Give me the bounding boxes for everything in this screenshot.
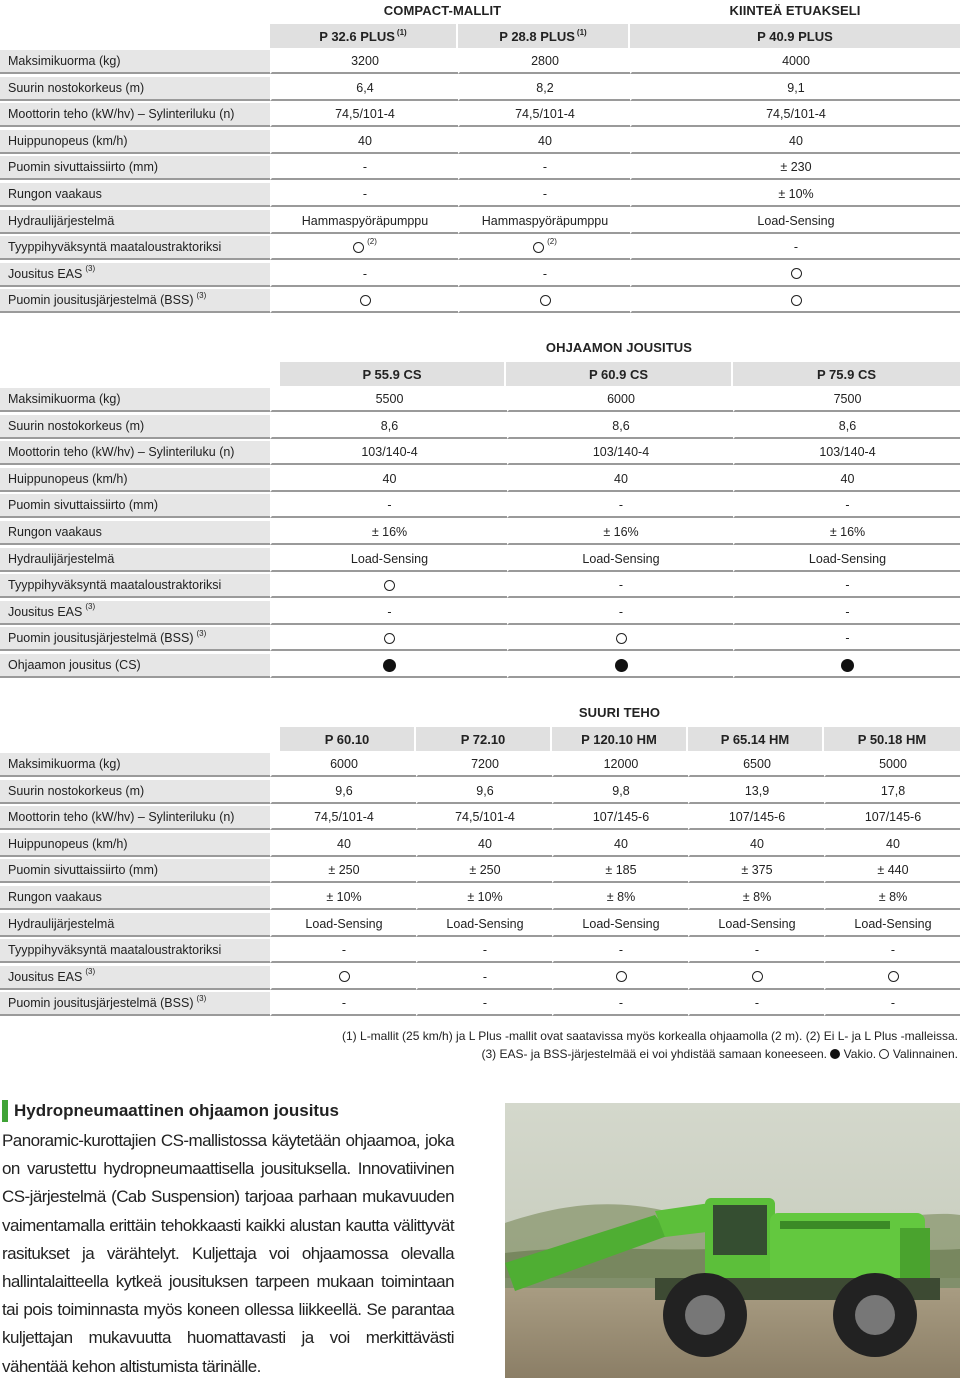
spec-value: 8,6	[733, 415, 960, 439]
spec-value: 103/140-4	[270, 441, 507, 465]
spec-label: Jousitus EAS $^{(3)}$	[0, 601, 270, 625]
spec-value: ± 16%	[270, 521, 507, 545]
spec-value: 40	[630, 130, 960, 154]
spec-value: -	[270, 183, 458, 207]
spec-label: Suurin nostokorkeus (m)	[0, 415, 270, 439]
spec-value: ± 230	[630, 156, 960, 180]
spec-row	[0, 654, 960, 678]
spec-value: ± 10%	[416, 886, 552, 910]
spec-value: -	[507, 574, 733, 598]
optional-circle-icon	[533, 242, 544, 253]
spec-label: Puomin sivuttaissiirto (mm)	[0, 156, 270, 180]
spec-row	[0, 966, 960, 990]
spec-value: -	[270, 494, 507, 518]
spec-row	[0, 601, 960, 625]
model-header: P 72.10	[416, 727, 552, 751]
spec-row	[0, 548, 960, 572]
spec-label: Rungon vaakaus	[0, 521, 270, 545]
spec-row	[0, 939, 960, 963]
title-accent-bar	[2, 1100, 8, 1122]
spec-label: Maksimikuorma (kg)	[0, 753, 270, 777]
spec-row	[0, 388, 960, 412]
spec-value: 40	[458, 130, 630, 154]
model-header: P 55.9 CS	[280, 362, 506, 386]
model-header-row	[270, 24, 960, 48]
spec-value: -	[552, 939, 688, 963]
spec-value: -	[688, 992, 824, 1016]
telehandler-illustration	[505, 1103, 960, 1378]
spec-value: ± 250	[270, 859, 416, 883]
spec-label: Puomin jousitusjärjestelmä (BSS) $^{(3)}$	[0, 627, 270, 651]
spec-value: ± 250	[416, 859, 552, 883]
spec-value: Load-Sensing	[688, 913, 824, 937]
model-header: P 28.8 PLUS $^{(1)}$	[458, 24, 630, 48]
spec-value: -	[733, 601, 960, 625]
spec-label: Hydraulijärjestelmä	[0, 210, 270, 234]
spec-value	[733, 654, 960, 678]
spec-label: Tyyppihyväksyntä maataloustraktoriksi	[0, 574, 270, 598]
standard-dot-icon	[615, 659, 628, 672]
spec-value: Load-Sensing	[552, 913, 688, 937]
spec-label: Tyyppihyväksyntä maataloustraktoriksi	[0, 939, 270, 963]
spec-value: 40	[270, 130, 458, 154]
spec-label: Huippunopeus (km/h)	[0, 130, 270, 154]
optional-circle-icon	[791, 295, 802, 306]
spec-value: 103/140-4	[507, 441, 733, 465]
group-heading-compact: COMPACT-MALLIT	[383, 3, 502, 18]
spec-row	[0, 210, 960, 234]
spec-value: -	[416, 966, 552, 990]
spec-value: Load-Sensing	[507, 548, 733, 572]
spec-row	[0, 913, 960, 937]
spec-label: Maksimikuorma (kg)	[0, 388, 270, 412]
optional-circle-icon	[879, 1049, 889, 1059]
spec-value: -	[507, 494, 733, 518]
spec-label: Hydraulijärjestelmä	[0, 913, 270, 937]
spec-row	[0, 753, 960, 777]
spec-value: 9,6	[416, 780, 552, 804]
spec-value: 74,5/101-4	[270, 103, 458, 127]
spec-label: Huippunopeus (km/h)	[0, 468, 270, 492]
spec-row	[0, 992, 960, 1016]
spec-label: Puomin sivuttaissiirto (mm)	[0, 494, 270, 518]
spec-value: Hammaspyöräpumppu	[458, 210, 630, 234]
model-header: P 50.18 HM	[824, 727, 960, 751]
spec-value: 7500	[733, 388, 960, 412]
spec-value: -	[824, 939, 960, 963]
spec-value: 6,4	[270, 77, 458, 101]
spec-label: Moottorin teho (kW/hv) – Sylinteriluku (n)	[0, 103, 270, 127]
spec-row	[0, 441, 960, 465]
spec-value: -	[270, 601, 507, 625]
article-title: Hydropneumaattinen ohjaamon jousitus	[2, 1100, 339, 1122]
spec-value	[270, 966, 416, 990]
spec-value: 74,5/101-4	[270, 806, 416, 830]
spec-value: 74,5/101-4	[416, 806, 552, 830]
spec-row	[0, 289, 960, 313]
spec-value: ± 375	[688, 859, 824, 883]
spec-value: 40	[270, 833, 416, 857]
spec-value	[688, 966, 824, 990]
model-header: P 120.10 HM	[552, 727, 688, 751]
spec-value: 9,8	[552, 780, 688, 804]
spec-row	[0, 77, 960, 101]
spec-value: 40	[688, 833, 824, 857]
spec-label: Jousitus EAS $^{(3)}$	[0, 966, 270, 990]
spec-row	[0, 50, 960, 74]
spec-label: Suurin nostokorkeus (m)	[0, 780, 270, 804]
spec-value	[552, 966, 688, 990]
spec-value: 40	[507, 468, 733, 492]
spec-value: -	[733, 627, 960, 651]
spec-value: -	[458, 156, 630, 180]
spec-row	[0, 130, 960, 154]
spec-label: Moottorin teho (kW/hv) – Sylinteriluku (n)	[0, 441, 270, 465]
spec-value: 9,6	[270, 780, 416, 804]
spec-label: Rungon vaakaus	[0, 886, 270, 910]
spec-row	[0, 806, 960, 830]
telehandler-photo	[505, 1103, 960, 1378]
spec-value: Load-Sensing	[416, 913, 552, 937]
spec-row	[0, 886, 960, 910]
spec-value: 107/145-6	[688, 806, 824, 830]
spec-value: 8,2	[458, 77, 630, 101]
spec-value: ± 8%	[688, 886, 824, 910]
spec-value: ± 16%	[507, 521, 733, 545]
spec-label: Puomin jousitusjärjestelmä (BSS) $^{(3)}$	[0, 992, 270, 1016]
spec-value: ± 16%	[733, 521, 960, 545]
spec-value: -	[507, 601, 733, 625]
spec-label: Huippunopeus (km/h)	[0, 833, 270, 857]
spec-value: 74,5/101-4	[630, 103, 960, 127]
spec-row	[0, 236, 960, 260]
spec-value: 4000	[630, 50, 960, 74]
spec-label: Suurin nostokorkeus (m)	[0, 77, 270, 101]
standard-dot-icon	[383, 659, 396, 672]
spec-value	[507, 654, 733, 678]
spec-value: Load-Sensing	[630, 210, 960, 234]
spec-value: Load-Sensing	[733, 548, 960, 572]
model-header-row	[280, 362, 960, 386]
spec-row	[0, 780, 960, 804]
spec-value: 40	[416, 833, 552, 857]
spec-value: ± 8%	[552, 886, 688, 910]
model-header: P 60.9 CS	[506, 362, 733, 386]
spec-value: 7200	[416, 753, 552, 777]
spec-value	[824, 966, 960, 990]
spec-value: (2)	[270, 236, 458, 260]
spec-row	[0, 468, 960, 492]
spec-value: 2800	[458, 50, 630, 74]
optional-circle-icon	[540, 295, 551, 306]
spec-value: ± 10%	[630, 183, 960, 207]
model-header: P 32.6 PLUS $^{(1)}$	[270, 24, 458, 48]
model-header-row	[280, 727, 960, 751]
spec-value: -	[416, 992, 552, 1016]
spec-value	[270, 654, 507, 678]
spec-value: -	[270, 992, 416, 1016]
optional-circle-icon	[360, 295, 371, 306]
spec-value: 5500	[270, 388, 507, 412]
optional-circle-icon	[384, 580, 395, 591]
spec-row	[0, 859, 960, 883]
spec-value: -	[416, 939, 552, 963]
spec-value	[630, 289, 960, 313]
spec-value	[270, 289, 458, 313]
spec-value: 6000	[507, 388, 733, 412]
spec-value	[630, 263, 960, 287]
spec-value: 13,9	[688, 780, 824, 804]
spec-value: 17,8	[824, 780, 960, 804]
spec-value: 8,6	[507, 415, 733, 439]
footnotes	[342, 1027, 958, 1063]
spec-value: ± 10%	[270, 886, 416, 910]
spec-value: 74,5/101-4	[458, 103, 630, 127]
spec-row	[0, 183, 960, 207]
model-header: P 40.9 PLUS	[630, 24, 960, 48]
optional-circle-icon	[339, 971, 350, 982]
spec-value: ± 440	[824, 859, 960, 883]
spec-value: 9,1	[630, 77, 960, 101]
optional-circle-icon	[616, 633, 627, 644]
group-heading-cab-suspension: OHJAAMON JOUSITUS	[545, 340, 693, 355]
spec-row	[0, 627, 960, 651]
group-heading-high-power: SUURI TEHO	[578, 705, 661, 720]
spec-value: 40	[270, 468, 507, 492]
optional-circle-icon	[616, 971, 627, 982]
optional-circle-icon	[888, 971, 899, 982]
spec-value	[270, 627, 507, 651]
spec-label: Ohjaamon jousitus (CS)	[0, 654, 270, 678]
spec-value: Load-Sensing	[824, 913, 960, 937]
spec-row	[0, 521, 960, 545]
spec-value: 6500	[688, 753, 824, 777]
spec-row	[0, 156, 960, 180]
spec-value: -	[733, 494, 960, 518]
spec-value: 40	[552, 833, 688, 857]
spec-value: -	[270, 939, 416, 963]
spec-value: Load-Sensing	[270, 913, 416, 937]
spec-row	[0, 263, 960, 287]
spec-value: -	[688, 939, 824, 963]
spec-label: Puomin sivuttaissiirto (mm)	[0, 859, 270, 883]
spec-label: Tyyppihyväksyntä maataloustraktoriksi	[0, 236, 270, 260]
spec-value: ± 8%	[824, 886, 960, 910]
spec-value: -	[824, 992, 960, 1016]
spec-value: -	[458, 183, 630, 207]
spec-value: -	[552, 992, 688, 1016]
spec-value: 5000	[824, 753, 960, 777]
footnote-line-2: (3) EAS- ja BSS-järjestelmää ei voi yhdistää samaan koneeseen. Vakio. Valinnainen.	[481, 1047, 958, 1061]
spec-value: 12000	[552, 753, 688, 777]
group-heading-fixed-axle: KIINTEÄ ETUAKSELI	[729, 3, 861, 18]
article-body: Panoramic-kurottajien CS-mallistossa käytetään ohjaamoa, joka on varustettu hydropneumaattisella jousituksella. Innovatiivinen CS-järjestelmä (Cab Suspension) tarjoaa parhaan mukavuuden vaimentamalla erittäin tehokkaasti kaikki alustan kautta välittyvät rasitukset ja värähtelyt. Kuljettaja voi ohjaamossa olevalla hallintalaitteella kytkeä jousituksen tarpeen mukaan toimintaan tai pois toiminnasta myös koneen ollessa liikkeellä. Se parantaa kuljettajan mukavuutta huomattavasti ja voi merkittävästi vähentää kehon altistumista tärinälle.	[2, 1131, 454, 1376]
spec-row	[0, 833, 960, 857]
spec-label: Maksimikuorma (kg)	[0, 50, 270, 74]
spec-value: (2)	[458, 236, 630, 260]
standard-dot-icon	[830, 1049, 840, 1059]
spec-label: Hydraulijärjestelmä	[0, 548, 270, 572]
optional-circle-icon	[791, 268, 802, 279]
spec-value: 3200	[270, 50, 458, 74]
spec-value: -	[733, 574, 960, 598]
spec-value: -	[458, 263, 630, 287]
spec-label: Puomin jousitusjärjestelmä (BSS) $^{(3)}$	[0, 289, 270, 313]
standard-dot-icon	[841, 659, 854, 672]
spec-value: -	[270, 263, 458, 287]
spec-value: 8,6	[270, 415, 507, 439]
model-header: P 75.9 CS	[733, 362, 960, 386]
spec-value: ± 185	[552, 859, 688, 883]
spec-value	[270, 574, 507, 598]
spec-value: Hammaspyöräpumppu	[270, 210, 458, 234]
optional-circle-icon	[384, 633, 395, 644]
spec-value: -	[270, 156, 458, 180]
model-header: P 65.14 HM	[688, 727, 824, 751]
spec-value: -	[630, 236, 960, 260]
footnote-line-1: (1) L-mallit (25 km/h) ja L Plus -mallit ovat saatavissa myös korkealla ohjaamolla (2 m). (2) Ei L- ja L Plus -malleissa.	[342, 1029, 958, 1043]
optional-circle-icon	[752, 971, 763, 982]
spec-row	[0, 494, 960, 518]
spec-label: Jousitus EAS $^{(3)}$	[0, 263, 270, 287]
spec-value: 40	[824, 833, 960, 857]
spec-value: 103/140-4	[733, 441, 960, 465]
spec-value: 6000	[270, 753, 416, 777]
spec-row	[0, 103, 960, 127]
spec-row	[0, 574, 960, 598]
optional-circle-icon	[353, 242, 364, 253]
spec-value: 107/145-6	[552, 806, 688, 830]
spec-value	[507, 627, 733, 651]
spec-value: 107/145-6	[824, 806, 960, 830]
spec-label: Rungon vaakaus	[0, 183, 270, 207]
spec-label: Moottorin teho (kW/hv) – Sylinteriluku (n)	[0, 806, 270, 830]
model-header: P 60.10	[280, 727, 416, 751]
spec-row	[0, 415, 960, 439]
spec-value	[458, 289, 630, 313]
spec-value: Load-Sensing	[270, 548, 507, 572]
spec-value: 40	[733, 468, 960, 492]
